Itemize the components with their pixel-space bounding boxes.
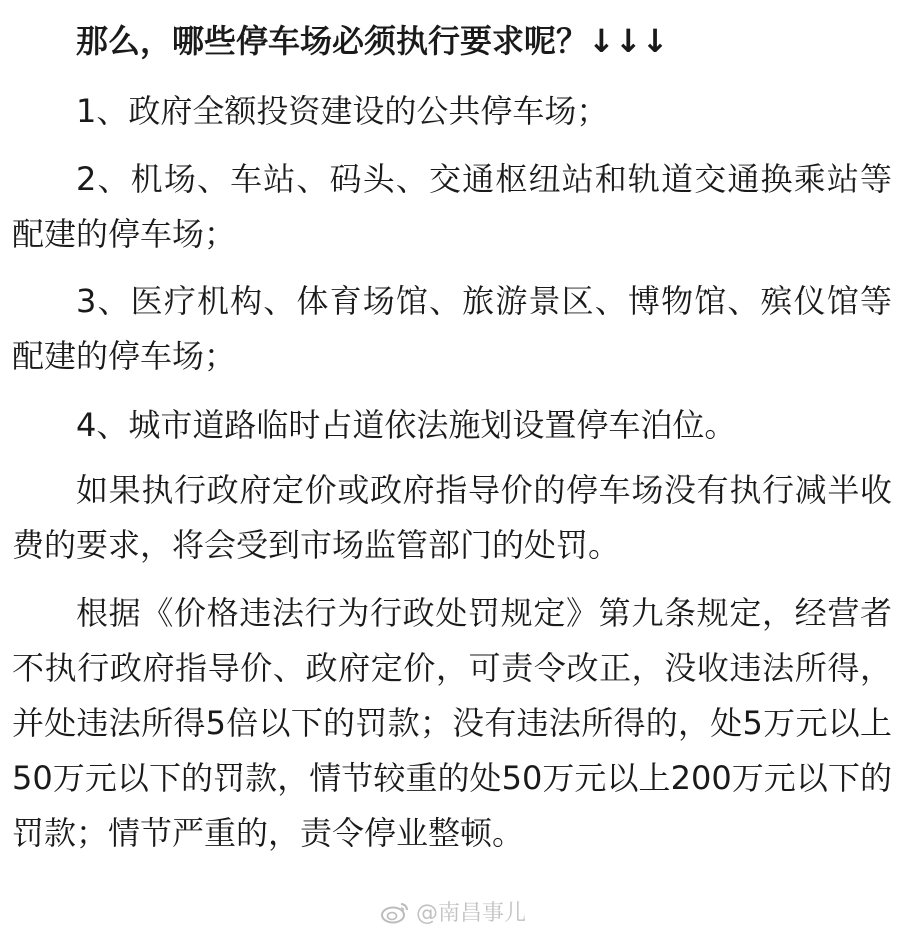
watermark — [380, 896, 526, 927]
weibo-icon — [380, 900, 410, 924]
paragraph-regulation: 根据《价格违法行为行政处罚规定》第九条规定，经营者不执行政府指导价、政府定价，可责令改正，没收违法所得，并处违法所得5倍以下的罚款；没有违法所得的，处5万元以上50万元以下的罚款，情节较重的处50万元以上200万元以下的罚款；情节严重的，责令停业整顿。 — [12, 594, 892, 852]
list-item-3: 3、医疗机构、体育场馆、旅游景区、博物馆、殡仪馆等配建的停车场； — [12, 282, 892, 375]
paragraph-penalty-intro: 如果执行政府定价或政府指导价的停车场没有执行减半收费的要求，将会受到市场监管部门的处罚。 — [12, 471, 892, 564]
list-item-2: 2、机场、车站、码头、交通枢纽站和轨道交通换乘站等配建的停车场； — [12, 160, 892, 253]
article-heading: 那么，哪些停车场必须执行要求呢？↓↓↓ — [76, 22, 669, 60]
list-item-4: 4、城市道路临时占道依法施划设置停车泊位。 — [76, 406, 737, 444]
list-item-1: 1、政府全额投资建设的公共停车场； — [76, 92, 609, 130]
watermark-text: @南昌事儿 — [415, 901, 526, 926]
